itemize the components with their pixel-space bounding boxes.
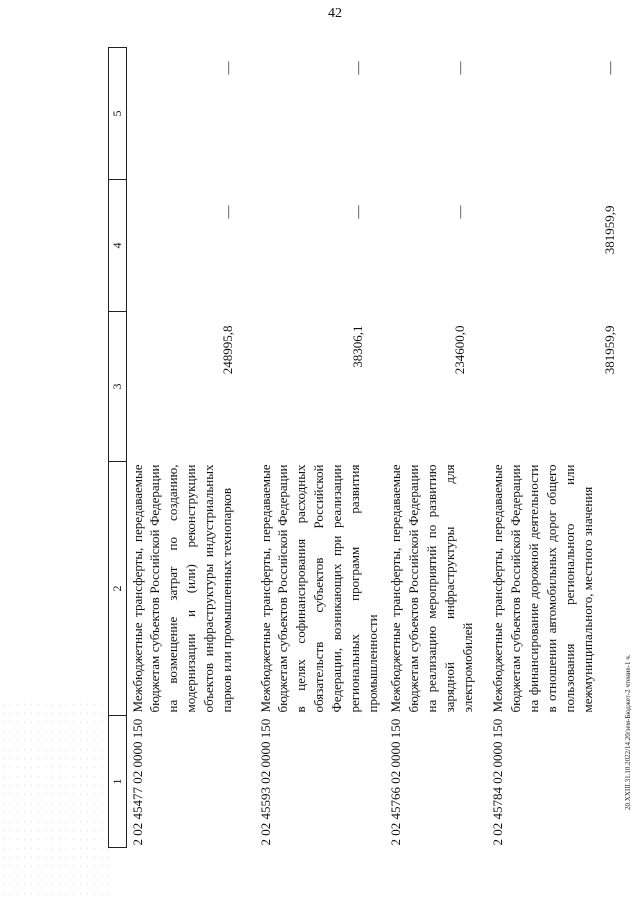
column-header: 1 — [109, 716, 127, 848]
amount-col4: — — [219, 205, 235, 219]
amount-col3: 381959,9 — [602, 325, 618, 375]
budget-table — [108, 47, 637, 848]
footer-code: 20.XXIII.31.10.2022/14.20/зем-Бюджет-2 чтение-1 ч. — [624, 654, 632, 810]
amount-col3: 248995,8 — [219, 325, 235, 375]
amount-col5: — — [350, 61, 366, 75]
budget-table-wrapper — [108, 48, 618, 848]
table-row — [487, 48, 637, 848]
table-row — [385, 48, 487, 848]
budget-code: 2 02 45766 02 0000 150 — [388, 718, 404, 846]
amount-col4: — — [452, 205, 468, 219]
column-header: 3 — [109, 312, 127, 462]
amount-col3: 234600,0 — [452, 325, 468, 375]
amount-col5: — — [219, 61, 235, 75]
amount-col5: — — [452, 61, 468, 75]
amount-col4: — — [350, 205, 366, 219]
column-header: 5 — [109, 48, 127, 180]
row-description: Межбюджетные трансферты, передаваемые бюджетам субъектов Российской Федерации на реализацию мероприятий по развитию зарядной инфраструктуры для электромобилей — [388, 464, 475, 713]
budget-code: 2 02 45477 02 0000 150 — [129, 718, 145, 846]
scan-noise — [0, 700, 110, 900]
column-header: 4 — [109, 180, 127, 312]
budget-code: 2 02 45593 02 0000 150 — [257, 718, 273, 846]
row-description: Межбюджетные трансферты, передаваемые бюджетам субъектов Российской Федерации на финансирование дорожной деятельности в отношении автомобильных дорог общего пользования регионального или межмуниципального, местного значения — [490, 464, 595, 713]
row-description: Межбюджетные трансферты, передаваемые бюджетам субъектов Российской Федерации в целях софинансирования расходных обязательств субъектов Российской Федерации, возникающих при реализации региональных программ развития промышленности — [257, 464, 381, 713]
amount-col3: 38306,1 — [350, 325, 366, 368]
budget-code: 2 02 45784 02 0000 150 — [490, 718, 506, 846]
column-header: 2 — [109, 462, 127, 716]
table-row — [255, 48, 386, 848]
table-header-row — [109, 48, 127, 848]
amount-col4: 381959,9 — [602, 205, 618, 255]
row-description: Межбюджетные трансферты, передаваемые бюджетам субъектов Российской Федерации на возмещение затрат по созданию, модернизации и (или) реконструкции объектов инфраструктуры индустриальных парков или промышленных технопарков — [129, 464, 235, 713]
amount-col5: — — [602, 61, 618, 75]
page-number: 42 — [328, 6, 342, 21]
table-row — [126, 48, 255, 848]
